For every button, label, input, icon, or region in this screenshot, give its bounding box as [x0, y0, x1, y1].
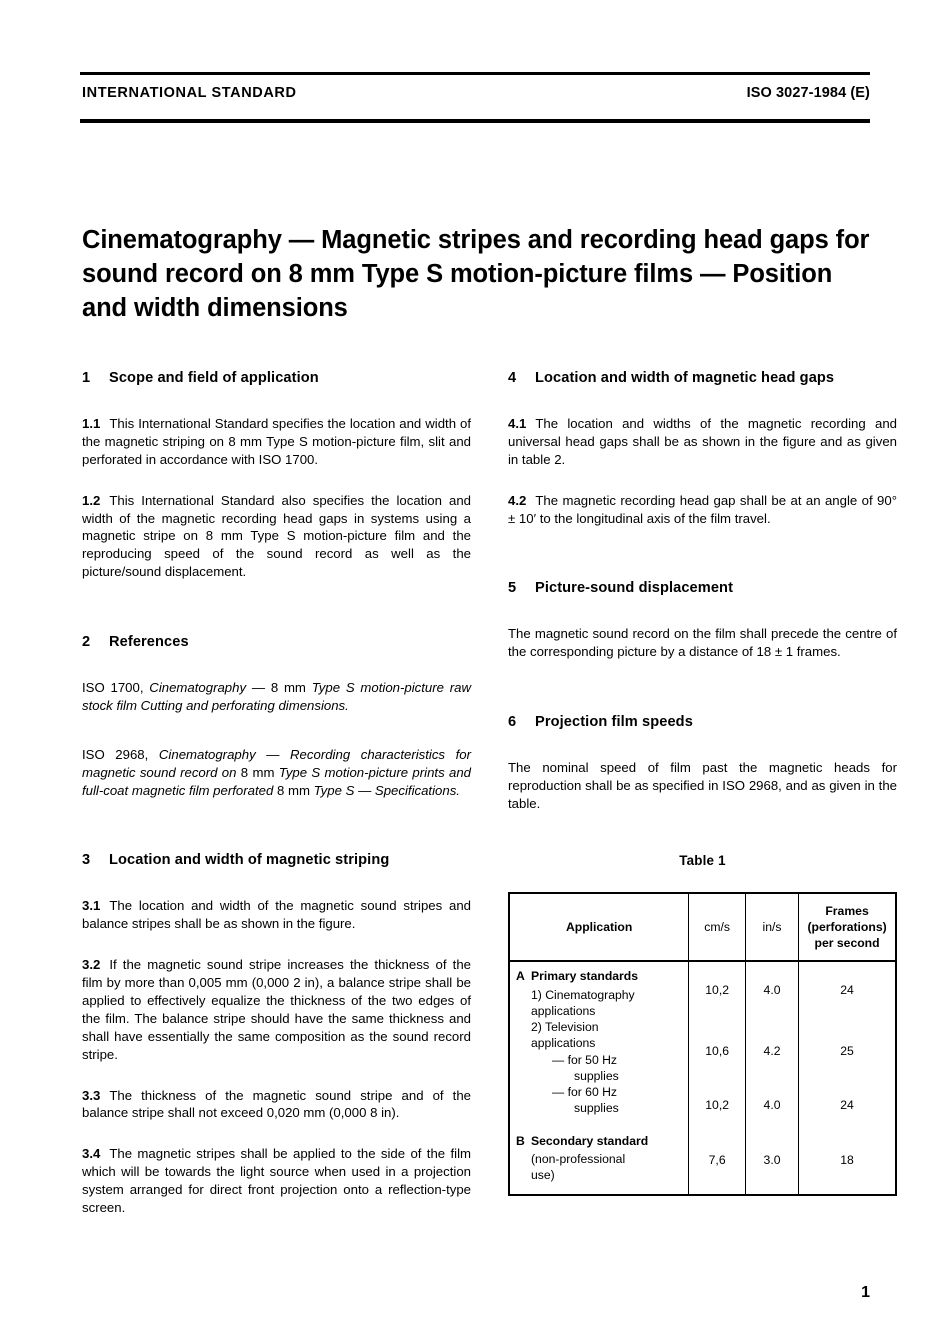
- page-title: Cinematography — Magnetic stripes and recording head gaps for sound record on 8 mm Type S motion-picture films — Position and width dimensions: [82, 226, 870, 322]
- section-number-4: 4: [508, 370, 517, 386]
- section-heading-1: [82, 368, 471, 389]
- clause-3-4: [82, 1145, 471, 1217]
- table-row: [509, 961, 896, 1019]
- table-cell-line: supplies: [574, 1101, 619, 1116]
- col-header-ins: in/s: [745, 893, 798, 961]
- reference-title-1700-b: Type S motion-picture raw stock film Cutting and perforating dimensions.: [82, 680, 472, 714]
- table-cell-line: applications: [531, 1036, 596, 1051]
- section-gap-3: [508, 550, 897, 578]
- clause-4-2: [508, 492, 897, 528]
- reference-iso-1700: [82, 679, 471, 715]
- section-number-3: 3: [82, 852, 91, 869]
- table-1-body: [509, 961, 896, 1194]
- reference-gap: [82, 738, 471, 746]
- clause-number-3-2: 3.2: [82, 956, 101, 972]
- reference-title-2968-c: Type S — Specifications.: [313, 782, 460, 798]
- table-gap: [508, 836, 897, 852]
- clause-1-1: [82, 415, 471, 469]
- section-gap-2: [82, 822, 471, 850]
- table-cell-line: — for 50 Hz: [552, 1052, 618, 1067]
- table-cell-application: [509, 1084, 689, 1126]
- clause-text-3-4: The magnetic stripes shall be applied to the side of the film which will be towards the light source when used in a projection system arranged for direct front projection onto a reflection-type screen.: [82, 1146, 471, 1216]
- clause-text-4-1: The location and widths of the magnetic recording and universal head gaps shall be as shown in the figure and as given in table 2.: [508, 415, 897, 467]
- col-header-frames: [799, 893, 896, 961]
- table-cell-frames: 18: [799, 1127, 896, 1195]
- clause-number-1-1: 1.1: [82, 415, 101, 431]
- table-row-spacer: [516, 1117, 684, 1127]
- clause-number-4-2: 4.2: [508, 492, 527, 508]
- table-cell-application: [509, 1127, 689, 1195]
- table-cell-frames: 24: [799, 1084, 896, 1126]
- section-title-4: Location and width of magnetic head gaps: [535, 370, 835, 386]
- clause-6-body: The nominal speed of film past the magnetic heads for reproduction shall be as specified in ISO 2968, and as given in the table.: [508, 759, 897, 811]
- table-cell-ins: 4.0: [745, 1084, 798, 1126]
- header-document-type: INTERNATIONAL STANDARD: [82, 85, 297, 101]
- table-header-row: [509, 893, 896, 961]
- clause-number-4-1: 4.1: [508, 415, 527, 431]
- left-column: [82, 368, 471, 1217]
- reference-id-1700: ISO 1700,: [82, 680, 150, 696]
- table-row: [509, 1127, 896, 1195]
- section-number-1: 1: [82, 370, 91, 386]
- col-header-cms: cm/s: [689, 893, 746, 961]
- clause-number-3-3: 3.3: [82, 1087, 101, 1103]
- clause-number-3-4: 3.4: [82, 1146, 101, 1162]
- section-heading-3: [82, 850, 471, 871]
- clause-number-3-1: 3.1: [82, 897, 101, 913]
- clause-text-4-2: The magnetic recording head gap shall be at an angle of 90° ± 10′ to the longitudinal axis of the film travel.: [508, 492, 897, 526]
- table-row: [509, 1019, 896, 1084]
- reference-title-2968-a: Cinematography — Recording characteristics for magnetic sound record on: [82, 746, 471, 780]
- table-cell-line: use): [531, 1168, 555, 1183]
- section-heading-5: [508, 578, 897, 599]
- table-cell-application: [509, 961, 689, 1019]
- col-header-frames-line3: per second: [814, 936, 880, 951]
- reference-title-1700-plain: 8 mm: [270, 680, 312, 696]
- clause-3-3: [82, 1087, 471, 1123]
- header-standard-number: ISO 3027-1984 (E): [746, 85, 870, 101]
- section-title-6: Projection film speeds: [535, 714, 693, 731]
- section-gap-4: [508, 684, 897, 712]
- reference-id-2968: ISO 2968,: [82, 746, 159, 762]
- table-cell-line: supplies: [574, 1068, 619, 1083]
- table-group-heading: [516, 1127, 684, 1152]
- table-group-letter: B: [516, 1133, 525, 1148]
- section-gap: [82, 604, 471, 632]
- clause-4-1: [508, 415, 897, 469]
- clause-text-1-1: This International Standard specifies the location and width of the magnetic striping on 8 mm Type S motion-picture film, slit and perforated in accordance with ISO 1700.: [82, 415, 471, 467]
- table-group-label: Secondary standard: [531, 1133, 649, 1148]
- section-number-2: 2: [82, 634, 91, 651]
- table-cell-line: 1) Cinematography: [531, 987, 635, 1002]
- section-title-5: Picture-sound displacement: [535, 580, 734, 597]
- header-rule-bottom: [80, 119, 870, 123]
- col-header-frames-line1: Frames: [825, 903, 869, 918]
- table-group-letter: A: [516, 969, 525, 984]
- section-heading-4: [508, 368, 897, 389]
- table-cell-cms: 10,2: [689, 1084, 746, 1126]
- table-cell-ins: 3.0: [745, 1127, 798, 1195]
- table-cell-frames: 25: [799, 1019, 896, 1084]
- table-cell-frames: 24: [799, 961, 896, 1019]
- table-group-heading: [516, 962, 684, 987]
- header-rule-top: [80, 72, 870, 75]
- clause-text-3-3: The thickness of the magnetic sound stripe and of the balance stripe shall not exceed 0,020 mm (0,000 8 in).: [82, 1087, 471, 1121]
- clause-text-3-1: The location and width of the magnetic sound stripes and balance stripes shall be as shown in the figure.: [82, 897, 471, 931]
- table-cell-line: (non-professional: [531, 1152, 626, 1167]
- table-1-header: [509, 893, 896, 961]
- reference-title-2968-plain-b: 8 mm: [276, 782, 314, 798]
- reference-title-1700-a: Cinematography —: [149, 680, 271, 696]
- section-title-1: Scope and field of application: [109, 370, 319, 386]
- reference-title-2968-plain-a: 8 mm: [240, 764, 279, 780]
- section-title-3: Location and width of magnetic striping: [109, 852, 390, 869]
- clause-1-2: [82, 492, 471, 582]
- table-cell-application: [509, 1019, 689, 1084]
- table-cell-line: 2) Television: [531, 1020, 599, 1035]
- col-header-frames-line2: (perforations): [807, 920, 887, 934]
- section-heading-2: [82, 632, 471, 653]
- clause-3-2: [82, 956, 471, 1064]
- clause-text-1-2: This International Standard also specifies the location and width of the magnetic recording head gaps in systems using a magnetic stripe on 8 mm Type S motion-picture film and the reproducing speed of the sound record as well as the picture/sound displacement.: [82, 492, 471, 580]
- reference-title-2968-b: Type S motion-picture prints and full-coat magnetic film perforated: [82, 764, 471, 798]
- clause-5-body: The magnetic sound record on the film shall precede the centre of the corresponding picture by a distance of 18 ± 1 frames.: [508, 626, 897, 660]
- table-row-spacer: [516, 1184, 684, 1194]
- section-heading-6: [508, 712, 897, 733]
- table-cell-ins: 4.2: [745, 1019, 798, 1084]
- col-header-application: Application: [509, 893, 689, 961]
- page-number: 1: [861, 1284, 870, 1301]
- table-cell-line: applications: [531, 1004, 596, 1018]
- table-group-label: Primary standards: [531, 969, 639, 984]
- table-cell-cms: 10,2: [689, 961, 746, 1019]
- section-number-5: 5: [508, 580, 517, 597]
- table-cell-cms: 7,6: [689, 1127, 746, 1195]
- clause-number-1-2: 1.2: [82, 492, 101, 508]
- clause-text-3-2: If the magnetic sound stripe increases the thickness of the film by more than 0,005 mm (0,000 2 in), a balance stripe shall be applied to effectively equalize the thickness of the two edges of the film. The balance stripe should have the same thickness and shall have essentially the same composition as the sound record stripe.: [82, 956, 471, 1062]
- table-1-caption: Table 1: [679, 852, 726, 868]
- table-1: [508, 892, 897, 1196]
- section-number-6: 6: [508, 714, 517, 731]
- table-cell-line: — for 60 Hz: [552, 1085, 618, 1100]
- right-column: [508, 368, 897, 1196]
- table-row: [509, 1084, 896, 1126]
- table-cell-ins: 4.0: [745, 961, 798, 1019]
- section-title-2: References: [109, 634, 189, 651]
- table-cell-cms: 10,6: [689, 1019, 746, 1084]
- clause-3-1: [82, 897, 471, 933]
- reference-iso-2968: [82, 746, 471, 801]
